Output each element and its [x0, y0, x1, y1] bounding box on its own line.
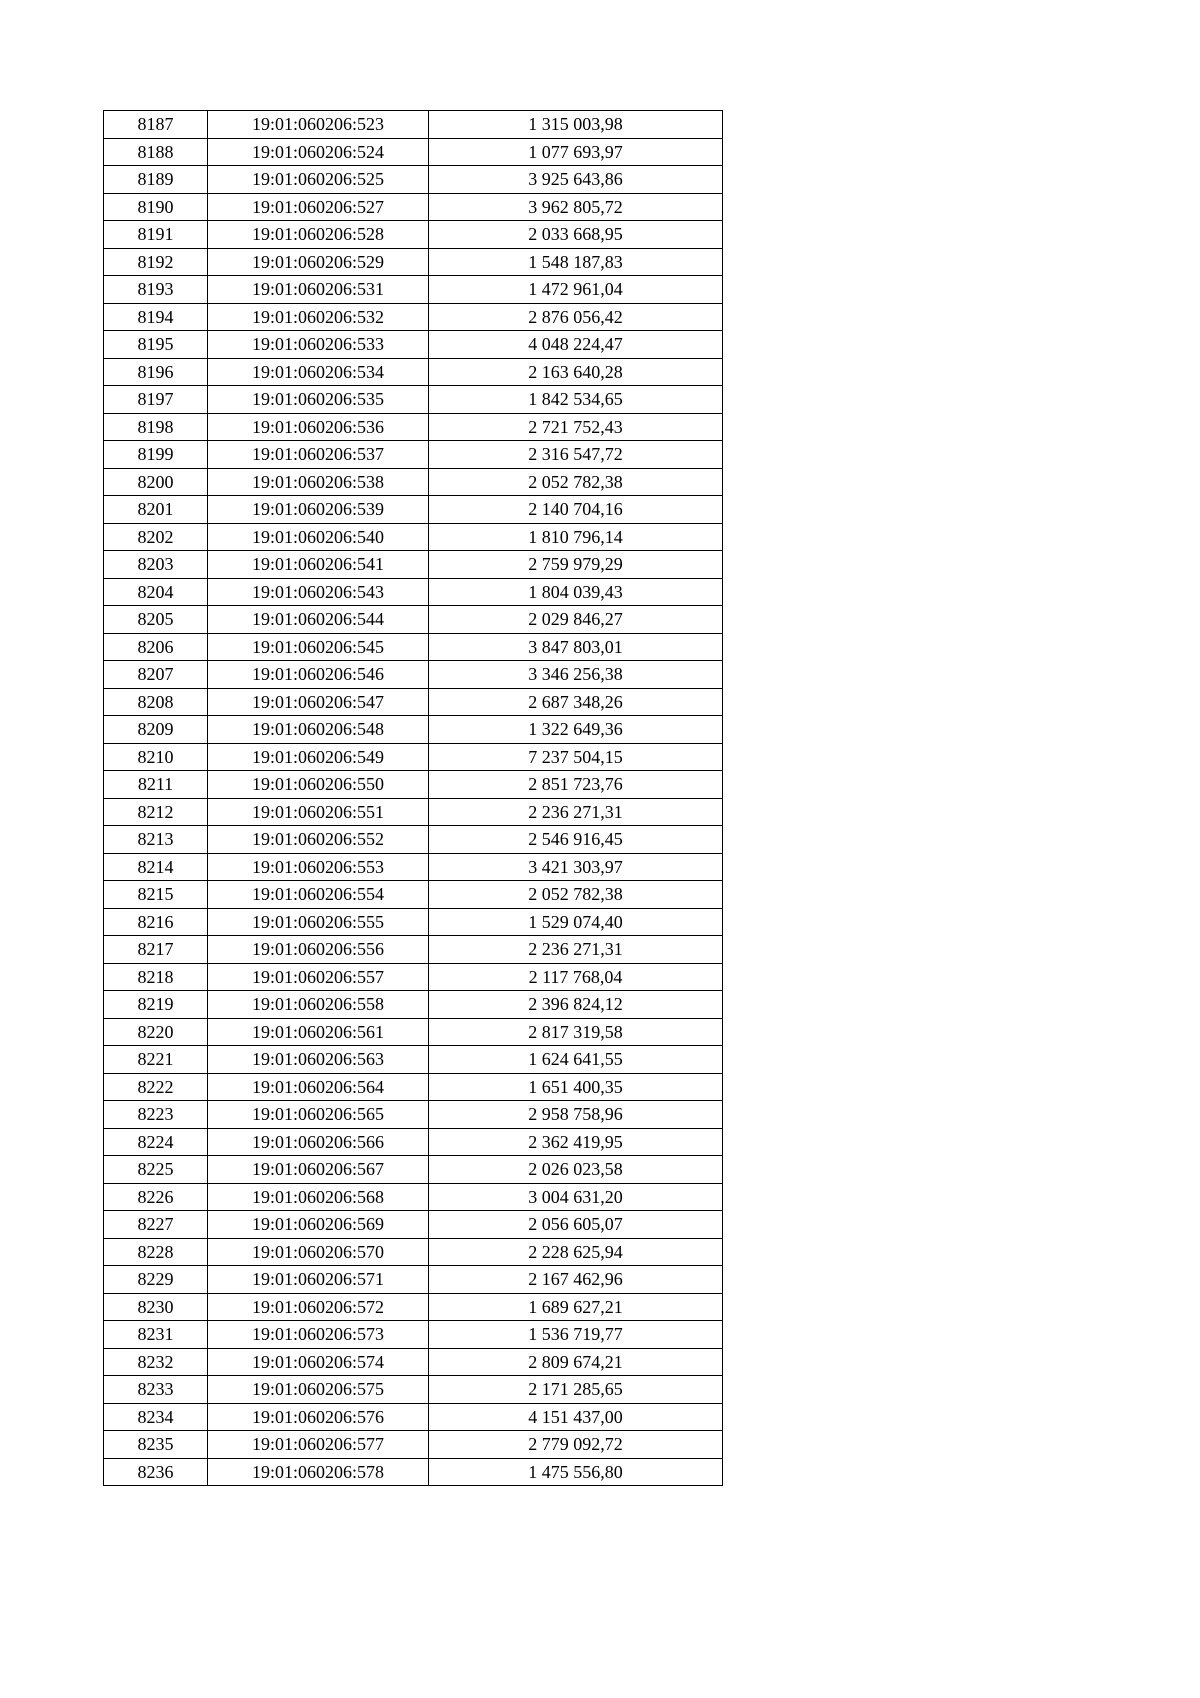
value-cell: 4 048 224,47 [429, 331, 723, 359]
table-row [104, 578, 723, 606]
table-row [104, 963, 723, 991]
table-row [104, 661, 723, 689]
cadastral-number-cell: 19:01:060206:576 [208, 1403, 429, 1431]
cadastral-number-cell: 19:01:060206:546 [208, 661, 429, 689]
value-cell: 2 163 640,28 [429, 358, 723, 386]
value-cell: 2 033 668,95 [429, 221, 723, 249]
row-number-cell: 8222 [104, 1073, 208, 1101]
row-number-cell: 8218 [104, 963, 208, 991]
cadastral-number-cell: 19:01:060206:552 [208, 826, 429, 854]
row-number-cell: 8201 [104, 496, 208, 524]
row-number-cell: 8196 [104, 358, 208, 386]
cadastral-number-cell: 19:01:060206:573 [208, 1321, 429, 1349]
table-row [104, 1211, 723, 1239]
row-number-cell: 8223 [104, 1101, 208, 1129]
row-number-cell: 8234 [104, 1403, 208, 1431]
table-row [104, 826, 723, 854]
cadastral-number-cell: 19:01:060206:565 [208, 1101, 429, 1129]
table-row [104, 1293, 723, 1321]
value-cell: 2 228 625,94 [429, 1238, 723, 1266]
value-cell: 1 529 074,40 [429, 908, 723, 936]
cadastral-number-cell: 19:01:060206:574 [208, 1348, 429, 1376]
row-number-cell: 8194 [104, 303, 208, 331]
value-cell: 2 316 547,72 [429, 441, 723, 469]
value-cell: 1 548 187,83 [429, 248, 723, 276]
table-row [104, 1321, 723, 1349]
row-number-cell: 8202 [104, 523, 208, 551]
value-cell: 2 236 271,31 [429, 936, 723, 964]
cadastral-number-cell: 19:01:060206:548 [208, 716, 429, 744]
cadastral-number-cell: 19:01:060206:528 [208, 221, 429, 249]
value-cell: 1 475 556,80 [429, 1458, 723, 1486]
cadastral-number-cell: 19:01:060206:571 [208, 1266, 429, 1294]
table-row [104, 166, 723, 194]
row-number-cell: 8193 [104, 276, 208, 304]
value-cell: 2 140 704,16 [429, 496, 723, 524]
value-cell: 1 689 627,21 [429, 1293, 723, 1321]
row-number-cell: 8203 [104, 551, 208, 579]
cadastral-value-table [103, 110, 723, 1486]
value-cell: 2 721 752,43 [429, 413, 723, 441]
value-cell: 1 624 641,55 [429, 1046, 723, 1074]
value-cell: 2 958 758,96 [429, 1101, 723, 1129]
row-number-cell: 8230 [104, 1293, 208, 1321]
value-cell: 1 536 719,77 [429, 1321, 723, 1349]
cadastral-number-cell: 19:01:060206:549 [208, 743, 429, 771]
value-cell: 2 029 846,27 [429, 606, 723, 634]
cadastral-number-cell: 19:01:060206:578 [208, 1458, 429, 1486]
cadastral-number-cell: 19:01:060206:555 [208, 908, 429, 936]
cadastral-number-cell: 19:01:060206:569 [208, 1211, 429, 1239]
row-number-cell: 8221 [104, 1046, 208, 1074]
table-row [104, 468, 723, 496]
table-row [104, 303, 723, 331]
table-row [104, 331, 723, 359]
row-number-cell: 8212 [104, 798, 208, 826]
cadastral-number-cell: 19:01:060206:557 [208, 963, 429, 991]
row-number-cell: 8198 [104, 413, 208, 441]
row-number-cell: 8225 [104, 1156, 208, 1184]
row-number-cell: 8200 [104, 468, 208, 496]
cadastral-number-cell: 19:01:060206:544 [208, 606, 429, 634]
row-number-cell: 8208 [104, 688, 208, 716]
table-row [104, 1403, 723, 1431]
value-cell: 3 346 256,38 [429, 661, 723, 689]
value-cell: 2 546 916,45 [429, 826, 723, 854]
row-number-cell: 8209 [104, 716, 208, 744]
cadastral-number-cell: 19:01:060206:538 [208, 468, 429, 496]
row-number-cell: 8190 [104, 193, 208, 221]
table-row [104, 551, 723, 579]
table-row [104, 1128, 723, 1156]
row-number-cell: 8217 [104, 936, 208, 964]
row-number-cell: 8205 [104, 606, 208, 634]
row-number-cell: 8213 [104, 826, 208, 854]
row-number-cell: 8199 [104, 441, 208, 469]
cadastral-number-cell: 19:01:060206:535 [208, 386, 429, 414]
table-row [104, 1018, 723, 1046]
value-cell: 2 779 092,72 [429, 1431, 723, 1459]
cadastral-number-cell: 19:01:060206:570 [208, 1238, 429, 1266]
value-cell: 3 962 805,72 [429, 193, 723, 221]
cadastral-number-cell: 19:01:060206:563 [208, 1046, 429, 1074]
cadastral-number-cell: 19:01:060206:532 [208, 303, 429, 331]
table-row [104, 716, 723, 744]
cadastral-number-cell: 19:01:060206:531 [208, 276, 429, 304]
cadastral-number-cell: 19:01:060206:554 [208, 881, 429, 909]
value-cell: 2 817 319,58 [429, 1018, 723, 1046]
value-cell: 2 362 419,95 [429, 1128, 723, 1156]
value-cell: 2 687 348,26 [429, 688, 723, 716]
table-row [104, 496, 723, 524]
table-row [104, 1458, 723, 1486]
table-row [104, 221, 723, 249]
table-row [104, 248, 723, 276]
table-row [104, 1156, 723, 1184]
row-number-cell: 8187 [104, 111, 208, 139]
row-number-cell: 8210 [104, 743, 208, 771]
cadastral-number-cell: 19:01:060206:564 [208, 1073, 429, 1101]
row-number-cell: 8236 [104, 1458, 208, 1486]
table-row [104, 633, 723, 661]
value-cell: 2 052 782,38 [429, 468, 723, 496]
row-number-cell: 8229 [104, 1266, 208, 1294]
cadastral-number-cell: 19:01:060206:567 [208, 1156, 429, 1184]
table-row [104, 1073, 723, 1101]
table-row [104, 1046, 723, 1074]
value-cell: 2 117 768,04 [429, 963, 723, 991]
cadastral-number-cell: 19:01:060206:537 [208, 441, 429, 469]
cadastral-number-cell: 19:01:060206:533 [208, 331, 429, 359]
table-row [104, 111, 723, 139]
row-number-cell: 8219 [104, 991, 208, 1019]
cadastral-number-cell: 19:01:060206:577 [208, 1431, 429, 1459]
cadastral-number-cell: 19:01:060206:545 [208, 633, 429, 661]
cadastral-number-cell: 19:01:060206:524 [208, 138, 429, 166]
row-number-cell: 8204 [104, 578, 208, 606]
cadastral-number-cell: 19:01:060206:539 [208, 496, 429, 524]
table-row [104, 138, 723, 166]
cadastral-number-cell: 19:01:060206:551 [208, 798, 429, 826]
table-row [104, 688, 723, 716]
cadastral-number-cell: 19:01:060206:568 [208, 1183, 429, 1211]
value-cell: 3 847 803,01 [429, 633, 723, 661]
cadastral-number-cell: 19:01:060206:540 [208, 523, 429, 551]
table-row [104, 386, 723, 414]
cadastral-number-cell: 19:01:060206:534 [208, 358, 429, 386]
table-row [104, 771, 723, 799]
table-row [104, 1238, 723, 1266]
value-cell: 2 167 462,96 [429, 1266, 723, 1294]
value-cell: 2 056 605,07 [429, 1211, 723, 1239]
row-number-cell: 8226 [104, 1183, 208, 1211]
table-row [104, 991, 723, 1019]
row-number-cell: 8232 [104, 1348, 208, 1376]
cadastral-number-cell: 19:01:060206:527 [208, 193, 429, 221]
value-cell: 3 925 643,86 [429, 166, 723, 194]
value-cell: 2 396 824,12 [429, 991, 723, 1019]
table-row [104, 1183, 723, 1211]
row-number-cell: 8227 [104, 1211, 208, 1239]
table-body [104, 111, 723, 1486]
cadastral-number-cell: 19:01:060206:536 [208, 413, 429, 441]
value-cell: 2 876 056,42 [429, 303, 723, 331]
row-number-cell: 8188 [104, 138, 208, 166]
table-row [104, 413, 723, 441]
value-cell: 1 315 003,98 [429, 111, 723, 139]
row-number-cell: 8207 [104, 661, 208, 689]
table-row [104, 908, 723, 936]
value-cell: 1 810 796,14 [429, 523, 723, 551]
table-row [104, 798, 723, 826]
cadastral-number-cell: 19:01:060206:523 [208, 111, 429, 139]
value-cell: 1 077 693,97 [429, 138, 723, 166]
cadastral-number-cell: 19:01:060206:572 [208, 1293, 429, 1321]
row-number-cell: 8214 [104, 853, 208, 881]
table-row [104, 358, 723, 386]
table-row [104, 1431, 723, 1459]
cadastral-number-cell: 19:01:060206:541 [208, 551, 429, 579]
value-cell: 3 421 303,97 [429, 853, 723, 881]
row-number-cell: 8206 [104, 633, 208, 661]
row-number-cell: 8192 [104, 248, 208, 276]
row-number-cell: 8211 [104, 771, 208, 799]
value-cell: 2 026 023,58 [429, 1156, 723, 1184]
row-number-cell: 8197 [104, 386, 208, 414]
row-number-cell: 8215 [104, 881, 208, 909]
row-number-cell: 8224 [104, 1128, 208, 1156]
cadastral-number-cell: 19:01:060206:525 [208, 166, 429, 194]
cadastral-number-cell: 19:01:060206:556 [208, 936, 429, 964]
value-cell: 2 759 979,29 [429, 551, 723, 579]
value-cell: 1 842 534,65 [429, 386, 723, 414]
value-cell: 1 472 961,04 [429, 276, 723, 304]
table-row [104, 606, 723, 634]
value-cell: 2 236 271,31 [429, 798, 723, 826]
value-cell: 4 151 437,00 [429, 1403, 723, 1431]
table-row [104, 1266, 723, 1294]
table-row [104, 1101, 723, 1129]
table-row [104, 523, 723, 551]
cadastral-number-cell: 19:01:060206:575 [208, 1376, 429, 1404]
cadastral-number-cell: 19:01:060206:547 [208, 688, 429, 716]
table-row [104, 936, 723, 964]
table-row [104, 1348, 723, 1376]
table-row [104, 853, 723, 881]
cadastral-number-cell: 19:01:060206:558 [208, 991, 429, 1019]
table-row [104, 881, 723, 909]
cadastral-number-cell: 19:01:060206:543 [208, 578, 429, 606]
value-cell: 3 004 631,20 [429, 1183, 723, 1211]
row-number-cell: 8191 [104, 221, 208, 249]
value-cell: 7 237 504,15 [429, 743, 723, 771]
row-number-cell: 8235 [104, 1431, 208, 1459]
row-number-cell: 8228 [104, 1238, 208, 1266]
cadastral-number-cell: 19:01:060206:561 [208, 1018, 429, 1046]
value-cell: 2 052 782,38 [429, 881, 723, 909]
row-number-cell: 8220 [104, 1018, 208, 1046]
row-number-cell: 8189 [104, 166, 208, 194]
value-cell: 1 804 039,43 [429, 578, 723, 606]
value-cell: 1 322 649,36 [429, 716, 723, 744]
value-cell: 2 171 285,65 [429, 1376, 723, 1404]
table-row [104, 1376, 723, 1404]
table-row [104, 441, 723, 469]
value-cell: 2 809 674,21 [429, 1348, 723, 1376]
table-row [104, 743, 723, 771]
row-number-cell: 8231 [104, 1321, 208, 1349]
cadastral-number-cell: 19:01:060206:566 [208, 1128, 429, 1156]
cadastral-number-cell: 19:01:060206:553 [208, 853, 429, 881]
row-number-cell: 8195 [104, 331, 208, 359]
cadastral-number-cell: 19:01:060206:529 [208, 248, 429, 276]
table-row [104, 193, 723, 221]
row-number-cell: 8216 [104, 908, 208, 936]
value-cell: 2 851 723,76 [429, 771, 723, 799]
cadastral-number-cell: 19:01:060206:550 [208, 771, 429, 799]
value-cell: 1 651 400,35 [429, 1073, 723, 1101]
table-row [104, 276, 723, 304]
row-number-cell: 8233 [104, 1376, 208, 1404]
